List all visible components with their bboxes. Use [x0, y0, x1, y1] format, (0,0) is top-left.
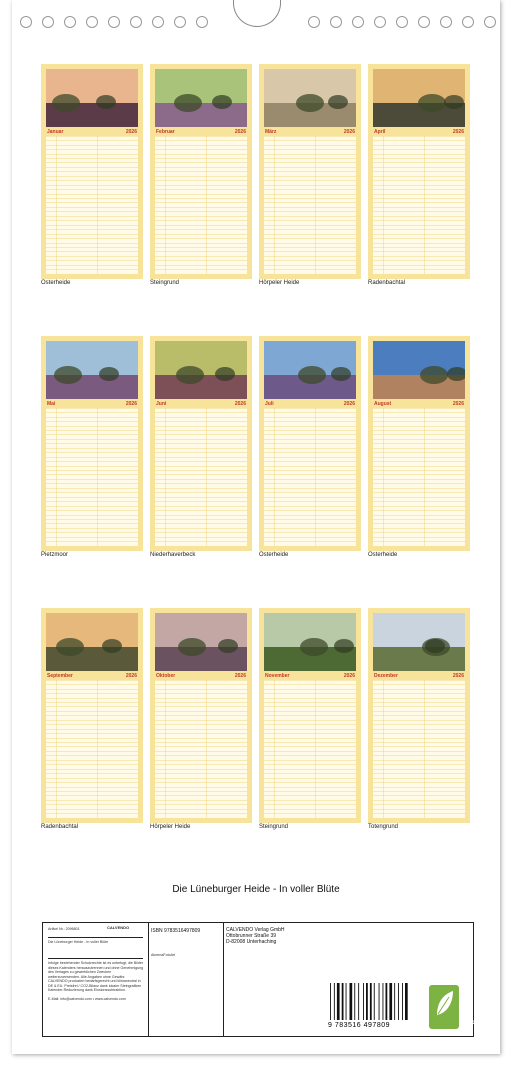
month-sheet: [368, 608, 470, 823]
barcode: [328, 983, 418, 1020]
month-year: 2026: [452, 401, 464, 407]
day-grid: [373, 136, 465, 274]
month-photo: [373, 69, 465, 127]
month-sheet: [259, 608, 361, 823]
day-grid: [46, 136, 138, 274]
binding-holes: [12, 16, 500, 30]
month-name: Dezember: [374, 673, 398, 679]
photo-caption: Steingrund: [259, 824, 289, 830]
month-header: [373, 400, 465, 408]
day-grid: [46, 680, 138, 818]
barcode-bar: [358, 983, 359, 1020]
month-name: Oktober: [156, 673, 176, 679]
month-photo: [155, 613, 247, 671]
barcode-bar: [379, 983, 380, 1020]
month-sheet: [150, 336, 252, 551]
binding-hole: [418, 16, 430, 28]
day-grid: [264, 408, 356, 546]
binding-hole: [440, 16, 452, 28]
day-grid: [373, 408, 465, 546]
month-sheet: [41, 336, 143, 551]
barcode-bar: [402, 983, 403, 1020]
month-sheet: [150, 608, 252, 823]
month-photo: [155, 341, 247, 399]
month-name: Januar: [47, 129, 64, 135]
barcode-bar: [330, 983, 331, 1020]
barcode-bar: [363, 983, 364, 1020]
photo-caption: Radenbachtal: [41, 824, 79, 830]
barcode-bar: [350, 983, 353, 1020]
binding-hole: [152, 16, 164, 28]
leaf-icon: [429, 985, 459, 1029]
barcode-bar: [334, 983, 335, 1020]
binding-hole: [484, 16, 496, 28]
month-sheet: [41, 64, 143, 279]
photo-caption: Totengrund: [368, 824, 399, 830]
day-grid: [155, 680, 247, 818]
article-number: Artikel Nr.: 2096801: [48, 927, 80, 931]
month-photo: [264, 341, 356, 399]
month-header: [155, 672, 247, 680]
month-year: 2026: [125, 673, 137, 679]
eco-label: eco: [468, 1020, 480, 1026]
barcode-bar: [346, 983, 347, 1020]
month-header: [155, 128, 247, 136]
month-name: September: [47, 673, 73, 679]
barcode-bar: [398, 983, 399, 1020]
isbn: ISBN 9783516497809: [151, 928, 201, 934]
binding-hole: [20, 16, 32, 28]
month-photo: [155, 69, 247, 127]
photo-caption: Steingrund: [150, 280, 180, 286]
photo-caption: Niederhaverbeck: [150, 552, 196, 558]
barcode-bar: [383, 983, 384, 1020]
month-header: [373, 128, 465, 136]
month-sheet: [259, 336, 361, 551]
month-name: Mai: [47, 401, 56, 407]
month-photo: [264, 613, 356, 671]
binding-hole: [374, 16, 386, 28]
month-sheet: [368, 64, 470, 279]
photo-caption: Hörpeler Heide: [259, 280, 300, 286]
barcode-bar: [389, 983, 392, 1020]
month-header: [264, 400, 356, 408]
photo-caption: Pietzmoor: [41, 552, 69, 558]
divider: [48, 937, 143, 938]
day-grid: [155, 408, 247, 546]
month-year: 2026: [234, 401, 246, 407]
month-year: 2026: [452, 673, 464, 679]
divider: [48, 958, 143, 959]
info-col-isbn: [148, 923, 224, 1036]
month-header: [46, 400, 138, 408]
month-year: 2026: [125, 401, 137, 407]
day-grid: [264, 136, 356, 274]
month-name: Februar: [156, 129, 175, 135]
disclaimer-text: Infolge bestehender Schutzrechte ist es unbefugt, die Bilder dieses Kalenders herauszutrennen und ohne Genehmigung des Verlages zu gewerblichen Zwecken weiterzuverwenden. Alle Angaben ohne Gewähr. CALVENDO produziert bedarfsgerecht und klimaneutral in DE & EU. Preisfrei / CO2-Bilanz dank lokaler Steingrafiken Kalender-Reduzierung dank Elosionssubtraktion.: [48, 961, 144, 992]
month-photo: [46, 341, 138, 399]
photo-caption: Osterheide: [368, 552, 398, 558]
month-year: 2026: [343, 673, 355, 679]
day-grid: [155, 136, 247, 274]
binding-hole: [86, 16, 98, 28]
month-photo: [46, 69, 138, 127]
barcode-bar: [337, 983, 340, 1020]
barcode-bar: [354, 983, 355, 1020]
month-photo: [264, 69, 356, 127]
binding-hole: [308, 16, 320, 28]
photo-caption: Osterheide: [259, 552, 289, 558]
product-title: Die Lüneburger Heide - In voller Blüte: [48, 940, 109, 944]
month-name: April: [374, 129, 386, 135]
barcode-bar: [374, 983, 375, 1020]
month-photo: [373, 613, 465, 671]
info-box: [42, 922, 480, 1037]
month-header: [264, 672, 356, 680]
author: AkremaFotoArt: [151, 953, 176, 957]
month-name: November: [265, 673, 290, 679]
calvendo-logo: CALVENDO: [107, 925, 130, 930]
binding-hole: [196, 16, 208, 28]
month-year: 2026: [234, 673, 246, 679]
binding-hole: [42, 16, 54, 28]
month-name: Juli: [265, 401, 274, 407]
month-photo: [46, 613, 138, 671]
binding-hole: [174, 16, 186, 28]
barcode-bar: [370, 983, 372, 1020]
day-grid: [373, 680, 465, 818]
binding-hole: [108, 16, 120, 28]
barcode-bar: [366, 983, 368, 1020]
month-sheet: [41, 608, 143, 823]
month-year: 2026: [452, 129, 464, 135]
month-year: 2026: [343, 401, 355, 407]
photo-caption: Hörpeler Heide: [150, 824, 191, 830]
day-grid: [264, 680, 356, 818]
binding-hole: [462, 16, 474, 28]
binding-hole: [330, 16, 342, 28]
month-header: [46, 128, 138, 136]
binding-hole: [396, 16, 408, 28]
month-year: 2026: [343, 129, 355, 135]
month-header: [155, 400, 247, 408]
month-header: [373, 672, 465, 680]
binding-hole: [352, 16, 364, 28]
binding-hole: [130, 16, 142, 28]
month-header: [264, 128, 356, 136]
photo-caption: Osterheide: [41, 280, 71, 286]
info-col-left: [43, 923, 149, 1036]
barcode-bar: [386, 983, 388, 1020]
photo-caption: Radenbachtal: [368, 280, 406, 286]
month-year: 2026: [125, 129, 137, 135]
calendar-title: Die Lüneburger Heide - In voller Blüte: [172, 884, 340, 895]
month-sheet: [368, 336, 470, 551]
month-sheet: [150, 64, 252, 279]
barcode-bar: [342, 983, 344, 1020]
barcode-bar: [394, 983, 395, 1020]
publisher-city: D-82008 Unterhaching: [226, 939, 277, 945]
month-header: [46, 672, 138, 680]
month-name: März: [265, 129, 277, 135]
month-name: Juni: [156, 401, 167, 407]
month-photo: [373, 341, 465, 399]
month-sheet: [259, 64, 361, 279]
publisher-name: CALVENDO Verlag GmbH: [226, 927, 285, 933]
eco-badge: [429, 985, 480, 1029]
barcode-bar: [405, 983, 408, 1020]
day-grid: [46, 408, 138, 546]
month-name: August: [374, 401, 392, 407]
month-year: 2026: [234, 129, 246, 135]
barcode-number: 9 783516 497809: [328, 1022, 390, 1029]
publisher-street: Ottobrunner Straße 39: [226, 933, 277, 939]
contact-email: E-Mail: info@calvendo.com • www.calvendo.com: [48, 997, 126, 1001]
binding-hole: [64, 16, 76, 28]
